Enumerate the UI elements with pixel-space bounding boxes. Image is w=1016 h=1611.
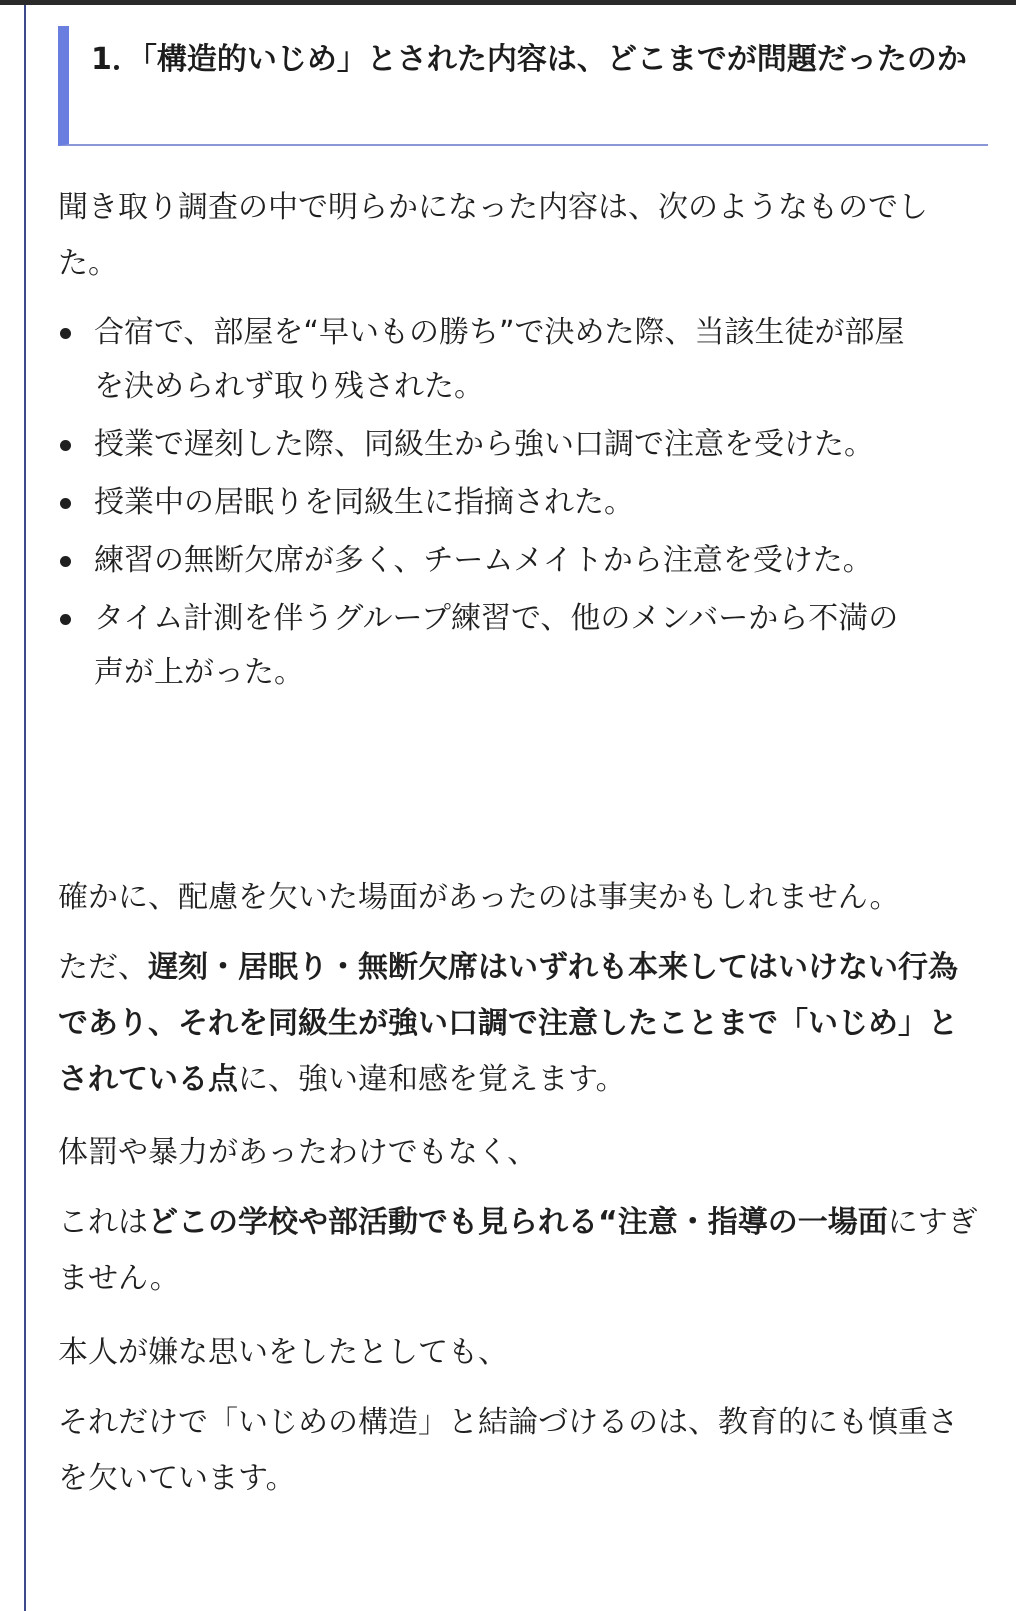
section-heading [58, 26, 988, 146]
bullet-dot-icon [60, 498, 71, 509]
paragraph-6: それだけで「いじめの構造」と結論づけるのは、教育的にも慎重さを欠いています。 [58, 1405, 958, 1496]
list-item [58, 592, 924, 700]
paragraph-2-emphasis: 遅刻・居眠り・無断欠席はいずれも本来してはいけない行為であり、それを同級生が強い口調で注意したことまで「いじめ」とされている点 [58, 950, 958, 1097]
list-item [58, 306, 924, 414]
bullet-dot-icon [60, 328, 71, 339]
top-bar [0, 0, 1016, 5]
findings-list [58, 306, 938, 704]
section-heading-text: 1．「構造的いじめ」とされた内容は、どこまでが問題だったのか [91, 42, 967, 77]
left-border-rule [24, 5, 26, 1611]
paragraph-2 [58, 940, 978, 1108]
paragraph-3: 体罰や暴力があったわけでもなく、 [58, 1135, 538, 1170]
paragraph-2-lead: ただ、 [58, 950, 148, 985]
bullet-dot-icon [60, 614, 71, 625]
bullet-dot-icon [60, 440, 71, 451]
list-item-text: 練習の無断欠席が多く、チームメイトから注意を受けた。 [94, 543, 873, 578]
paragraph-4-lead: これは [58, 1205, 148, 1240]
paragraph-4 [58, 1195, 978, 1307]
intro-paragraph: 聞き取り調査の中で明らかになった内容は、次のようなものでした。 [58, 190, 928, 281]
list-item [58, 534, 924, 588]
paragraph-4-emphasis: どこの学校や部活動でも見られる“注意・指導の一場面 [148, 1205, 888, 1240]
list-item-text: 授業中の居眠りを同級生に指摘された。 [94, 485, 634, 520]
paragraph-2-tail: に、強い違和感を覚えます。 [238, 1062, 626, 1097]
list-item-text: 授業で遅刻した際、同級生から強い口調で注意を受けた。 [94, 427, 874, 462]
paragraph-1: 確かに、配慮を欠いた場面があったのは事実かもしれません。 [58, 880, 900, 915]
list-item [58, 476, 924, 530]
list-item [58, 418, 924, 472]
bullet-dot-icon [60, 556, 71, 567]
paragraph-4-tail: にすぎません。 [58, 1205, 978, 1296]
list-item-text: タイム計測を伴うグループ練習で、他のメンバーから不満の声が上がった。 [94, 601, 899, 690]
paragraph-5: 本人が嫌な思いをしたとしても、 [58, 1335, 508, 1370]
list-item-text: 合宿で、部屋を“早いもの勝ち”で決めた際、当該生徒が部屋を決められず取り残された。 [94, 315, 905, 404]
